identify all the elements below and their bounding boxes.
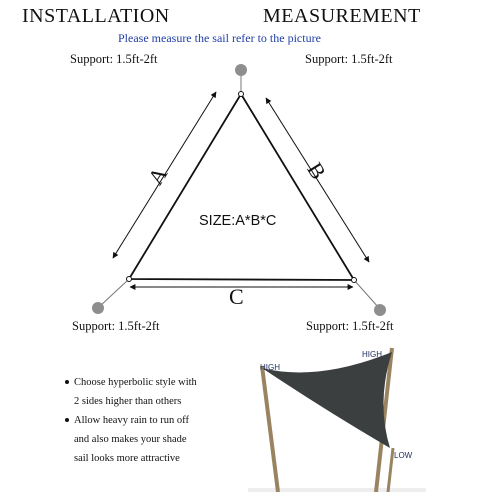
note-item [65, 373, 197, 392]
support-label-bottom-left: Support: 1.5ft-2ft [72, 319, 160, 333]
size-formula-label: SIZE:A*B*C [199, 213, 277, 229]
support-pole-right [374, 304, 386, 316]
note-line: sail looks more attractive [74, 453, 180, 464]
notes-list [65, 373, 197, 468]
note-line: Allow heavy rain to run off [74, 415, 189, 426]
bullet-icon [65, 418, 69, 422]
title-installation: INSTALLATION [22, 5, 170, 27]
photo-label-low: LOW [394, 451, 413, 460]
support-pole-top [235, 64, 247, 76]
support-pole-left [92, 302, 104, 314]
side-label-b: B [302, 157, 332, 184]
support-label-bottom-right: Support: 1.5ft-2ft [306, 319, 394, 333]
corner-ring-top [239, 92, 244, 97]
bullet-icon [65, 380, 69, 384]
note-line: and also makes your shade [74, 434, 187, 445]
subtitle: Please measure the sail refer to the picture [118, 31, 321, 45]
guy-line-right [354, 280, 379, 308]
note-line: Choose hyperbolic style with [74, 377, 197, 388]
side-label-a: A [142, 162, 173, 190]
photo-label-high-right: HIGH [362, 350, 382, 359]
title-measurement: MEASUREMENT [263, 5, 421, 27]
corner-ring-left [127, 277, 132, 282]
corner-ring-right [352, 278, 357, 283]
note-line: 2 sides higher than others [74, 396, 182, 407]
side-label-c: C [229, 284, 244, 309]
dimension-arrow-b [266, 98, 369, 262]
support-label-top-left: Support: 1.5ft-2ft [70, 52, 158, 66]
support-label-top-right: Support: 1.5ft-2ft [305, 52, 393, 66]
guy-line-left [99, 279, 129, 307]
note-item [65, 411, 197, 430]
photo-label-high-left: HIGH [260, 363, 280, 372]
